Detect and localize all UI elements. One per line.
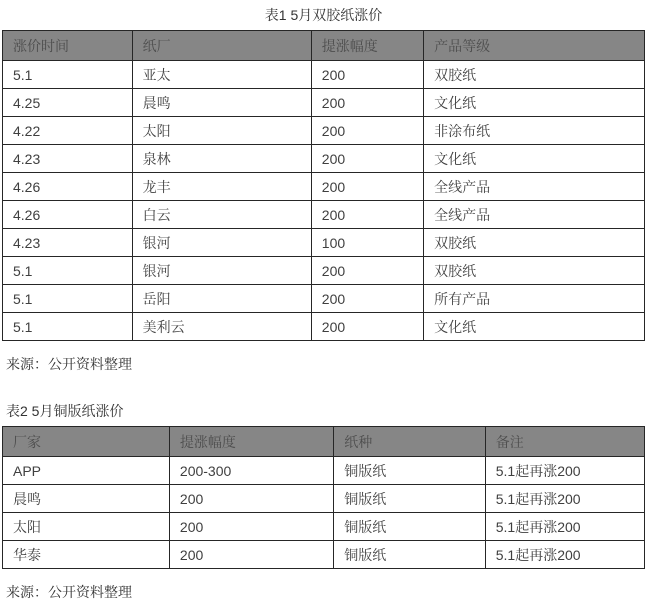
table-cell: 全线产品: [424, 201, 645, 229]
table-cell: 200: [311, 61, 423, 89]
table-cell: 双胶纸: [424, 61, 645, 89]
table-row: [3, 513, 645, 541]
offset-paper-price-table: [2, 30, 645, 341]
table-row: [3, 285, 645, 313]
table1-source-note: 来源：公开资料整理: [6, 356, 132, 372]
table-row: [3, 485, 645, 513]
table-cell: 文化纸: [424, 313, 645, 341]
table1-header-time: 涨价时间: [3, 31, 133, 61]
table-cell: 200: [311, 257, 423, 285]
table-row: [3, 117, 645, 145]
table-cell: 文化纸: [424, 145, 645, 173]
table-cell: 200-300: [169, 457, 333, 485]
table2-title: 表2 5月铜版纸涨价: [6, 403, 124, 419]
table-cell: 5.1: [3, 61, 133, 89]
table-cell: 4.22: [3, 117, 133, 145]
table-cell: 白云: [132, 201, 311, 229]
table-cell: 4.25: [3, 89, 133, 117]
table-cell: 双胶纸: [424, 229, 645, 257]
table-cell: 铜版纸: [334, 485, 486, 513]
table-cell: 4.26: [3, 201, 133, 229]
table-row: [3, 201, 645, 229]
table-cell: 200: [311, 117, 423, 145]
table-cell: 200: [169, 541, 333, 569]
table-cell: 200: [311, 173, 423, 201]
table-cell: 龙丰: [132, 173, 311, 201]
table-cell: 200: [311, 201, 423, 229]
table-cell: 5.1起再涨200: [485, 541, 644, 569]
table-cell: 太阳: [132, 117, 311, 145]
table-cell: 200: [311, 145, 423, 173]
table-cell: 200: [169, 485, 333, 513]
table-cell: 4.26: [3, 173, 133, 201]
table-cell: 5.1起再涨200: [485, 513, 644, 541]
table-cell: 200: [311, 285, 423, 313]
table-row: [3, 313, 645, 341]
table2-source-note: 来源：公开资料整理: [6, 584, 132, 600]
table2-header-paper-type: 纸种: [334, 427, 486, 457]
table-cell: 非涂布纸: [424, 117, 645, 145]
table-cell: 5.1起再涨200: [485, 485, 644, 513]
table-cell: 5.1起再涨200: [485, 457, 644, 485]
table-cell: 铜版纸: [334, 513, 486, 541]
table-row: [3, 229, 645, 257]
table-row: [3, 61, 645, 89]
table-cell: 晨鸣: [3, 485, 170, 513]
table-cell: 银河: [132, 229, 311, 257]
table-cell: 全线产品: [424, 173, 645, 201]
table2-header-remark: 备注: [485, 427, 644, 457]
table-cell: 5.1: [3, 313, 133, 341]
table-cell: 泉林: [132, 145, 311, 173]
table1-header-mill: 纸厂: [132, 31, 311, 61]
table1-title: 表1 5月双胶纸涨价: [264, 7, 383, 23]
table-row: [3, 541, 645, 569]
table-cell: 文化纸: [424, 89, 645, 117]
table2-header-manufacturer: 厂家: [3, 427, 170, 457]
table2-header-row: [3, 427, 645, 457]
coated-paper-price-table: [2, 426, 645, 569]
table-row: [3, 89, 645, 117]
table-cell: 双胶纸: [424, 257, 645, 285]
table-cell: 亚太: [132, 61, 311, 89]
table-cell: 岳阳: [132, 285, 311, 313]
table-cell: 4.23: [3, 145, 133, 173]
table-cell: 铜版纸: [334, 541, 486, 569]
table-cell: 5.1: [3, 285, 133, 313]
table-cell: 4.23: [3, 229, 133, 257]
table-cell: 所有产品: [424, 285, 645, 313]
table-cell: 美利云: [132, 313, 311, 341]
table-cell: 铜版纸: [334, 457, 486, 485]
table-cell: APP: [3, 457, 170, 485]
table-cell: 太阳: [3, 513, 170, 541]
table1-header-row: [3, 31, 645, 61]
table-row: [3, 145, 645, 173]
table-row: [3, 257, 645, 285]
table-cell: 晨鸣: [132, 89, 311, 117]
table-row: [3, 173, 645, 201]
table-row: [3, 457, 645, 485]
table1-header-grade: 产品等级: [424, 31, 645, 61]
table-cell: 5.1: [3, 257, 133, 285]
table-cell: 200: [311, 89, 423, 117]
table-cell: 银河: [132, 257, 311, 285]
table2-header-increase: 提涨幅度: [169, 427, 333, 457]
table-cell: 100: [311, 229, 423, 257]
table-cell: 华泰: [3, 541, 170, 569]
table-cell: 200: [169, 513, 333, 541]
table1-header-increase: 提涨幅度: [311, 31, 423, 61]
table-cell: 200: [311, 313, 423, 341]
